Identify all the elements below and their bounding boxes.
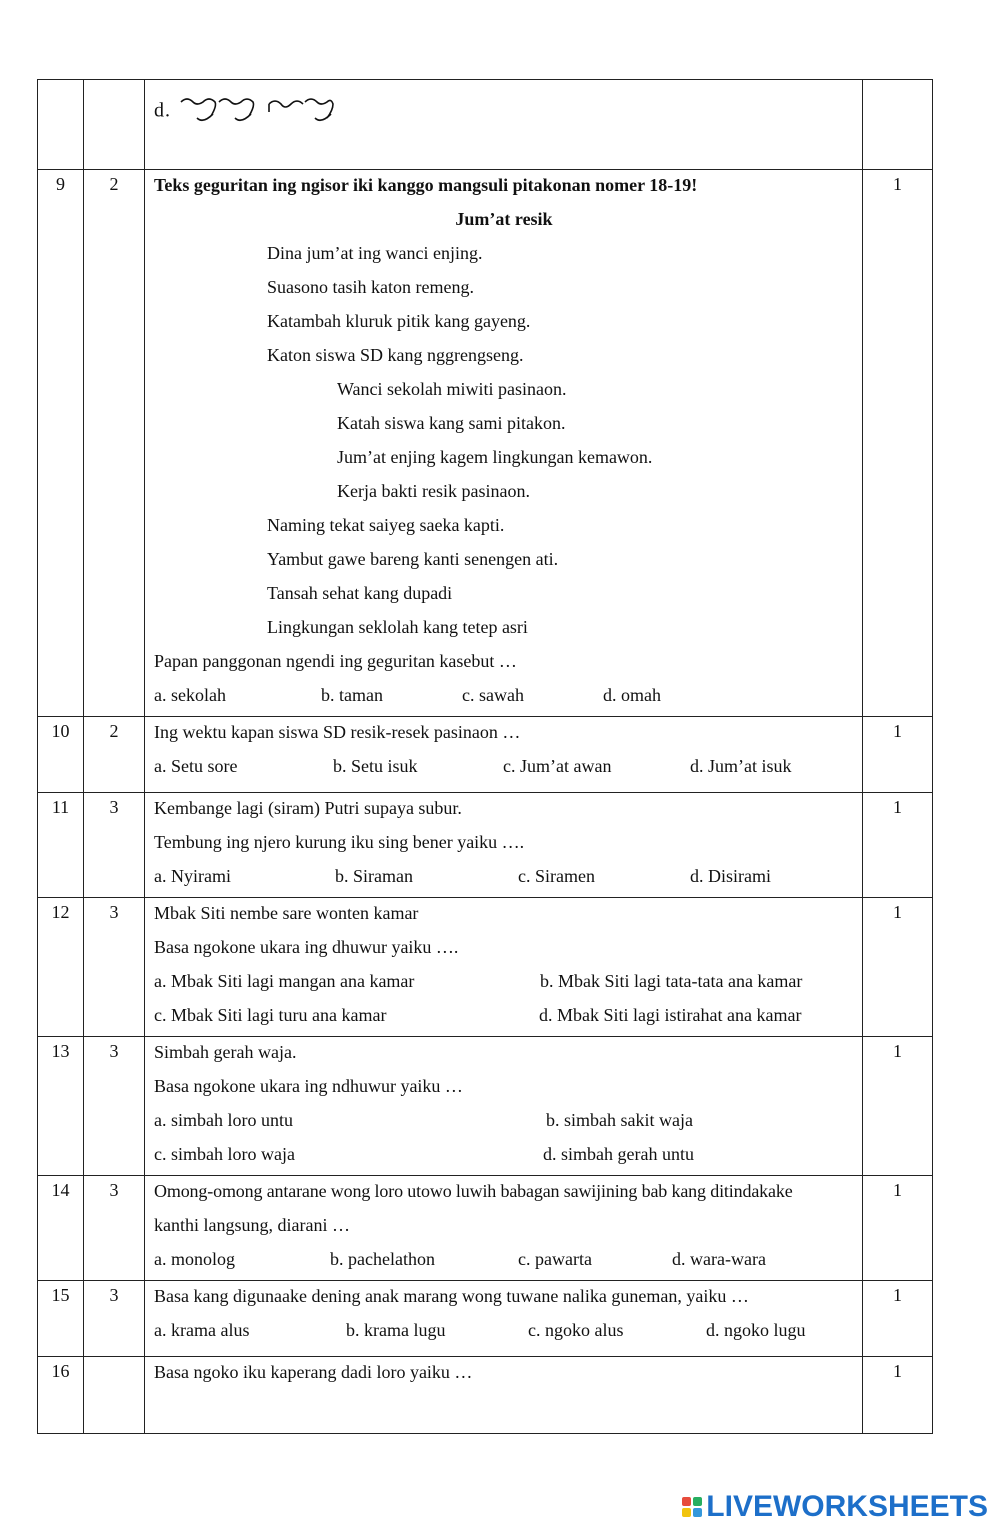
score: 1 <box>863 1037 933 1176</box>
poem-title: Jum’at resik <box>455 209 553 229</box>
answer-options <box>154 1141 854 1175</box>
option-c[interactable]: c. Jum’at awan <box>503 756 612 776</box>
logo-text: LIVEWORKSHEETS <box>706 1490 988 1523</box>
table-row <box>38 1357 933 1434</box>
table-row <box>38 898 933 1037</box>
poem-line: Naming tekat saiyeg saeka kapti. <box>267 515 505 535</box>
answer-options <box>154 753 854 787</box>
question-text: Kembange lagi (siram) Putri supaya subur. <box>154 798 462 818</box>
question-cell <box>145 1357 863 1434</box>
question-cell <box>145 1037 863 1176</box>
option-a[interactable]: a. monolog <box>154 1249 235 1269</box>
poem-line: Jum’at enjing kagem lingkungan kemawon. <box>337 447 653 467</box>
poem-line: Tansah sehat kang dupadi <box>267 583 453 603</box>
poem-line: Suasono tasih katon remeng. <box>267 277 474 297</box>
cognitive-level: 2 <box>84 170 145 717</box>
question-number: 10 <box>38 717 84 793</box>
table-row <box>38 1176 933 1281</box>
option-c[interactable]: c. simbah loro waja <box>154 1144 295 1164</box>
option-a[interactable]: a. simbah loro untu <box>154 1110 293 1130</box>
poem-line: Katon siswa SD kang nggrengseng. <box>267 345 524 365</box>
question-cell <box>145 1176 863 1281</box>
option-c[interactable]: c. Mbak Siti lagi turu ana kamar <box>154 1005 387 1025</box>
question-text: Mbak Siti nembe sare wonten kamar <box>154 903 419 923</box>
question-cell <box>145 898 863 1037</box>
option-c[interactable]: c. sawah <box>462 685 524 705</box>
option-b[interactable]: b. taman <box>321 685 383 705</box>
poem-line: Lingkungan seklolah kang tetep asri <box>267 617 528 637</box>
option-d[interactable]: d. ngoko lugu <box>706 1320 806 1340</box>
score: 1 <box>863 793 933 898</box>
question-prompt: Basa ngokone ukara ing dhuwur yaiku …. <box>154 937 459 957</box>
option-c[interactable]: c. pawarta <box>518 1249 592 1269</box>
question-text: Papan panggonan ngendi ing geguritan kasebut … <box>154 651 517 671</box>
question-number: 13 <box>38 1037 84 1176</box>
table-row <box>38 170 933 717</box>
question-number: 16 <box>38 1357 84 1434</box>
question-text: Omong-omong antarane wong loro utowo luwih babagan sawijining bab kang ditindakake <box>154 1181 793 1201</box>
answer-options <box>154 863 854 897</box>
poem-line: Katah siswa kang sami pitakon. <box>337 413 566 433</box>
question-cell <box>145 1281 863 1357</box>
table-row <box>38 1037 933 1176</box>
cognitive-level: 3 <box>84 898 145 1037</box>
question-prompt: Basa ngokone ukara ing ndhuwur yaiku … <box>154 1076 463 1096</box>
score: 1 <box>863 1357 933 1434</box>
option-d[interactable]: d. omah <box>603 685 661 705</box>
option-b[interactable]: b. Mbak Siti lagi tata-tata ana kamar <box>540 971 803 991</box>
cognitive-level: 3 <box>84 793 145 898</box>
question-cell <box>145 793 863 898</box>
score: 1 <box>863 1176 933 1281</box>
option-a[interactable]: a. Nyirami <box>154 866 231 886</box>
question-cell <box>145 717 863 793</box>
cognitive-level: 3 <box>84 1281 145 1357</box>
question-text-continued: kanthi langsung, diarani … <box>154 1215 350 1235</box>
option-b[interactable]: b. pachelathon <box>330 1249 435 1269</box>
option-c[interactable]: c. ngoko alus <box>528 1320 624 1340</box>
cognitive-level <box>84 1357 145 1434</box>
question-number: 12 <box>38 898 84 1037</box>
exam-table <box>37 79 933 1434</box>
option-c[interactable]: c. Siramen <box>518 866 595 886</box>
table-row <box>38 80 933 170</box>
question-cell <box>145 170 863 717</box>
cognitive-level: 3 <box>84 1176 145 1281</box>
score: 1 <box>863 898 933 1037</box>
option-d[interactable]: d. wara-wara <box>672 1249 766 1269</box>
cognitive-level: 3 <box>84 1037 145 1176</box>
javanese-script-svg <box>177 92 337 132</box>
option-a[interactable]: a. sekolah <box>154 685 226 705</box>
javanese-script-glyphs <box>177 100 337 122</box>
score: 1 <box>863 170 933 717</box>
question-number: 14 <box>38 1176 84 1281</box>
cognitive-level: 2 <box>84 717 145 793</box>
option-d[interactable]: d. simbah gerah untu <box>543 1144 694 1164</box>
poem-line: Dina jum’at ing wanci enjing. <box>267 243 483 263</box>
answer-options <box>154 1107 854 1141</box>
answer-options <box>154 1317 854 1351</box>
question-number: 15 <box>38 1281 84 1357</box>
question-text: Simbah gerah waja. <box>154 1042 297 1062</box>
question-text: Ing wektu kapan siswa SD resik-resek pasinaon … <box>154 722 521 742</box>
poem-line: Yambut gawe bareng kanti senengen ati. <box>267 549 559 569</box>
option-a[interactable]: a. krama alus <box>154 1320 250 1340</box>
table-row <box>38 793 933 898</box>
answer-options <box>154 1246 854 1280</box>
option-d[interactable]: d. Disirami <box>690 866 771 886</box>
option-b[interactable]: b. krama lugu <box>346 1320 446 1340</box>
answer-options <box>154 682 854 716</box>
option-a[interactable]: a. Setu sore <box>154 756 238 776</box>
score: 1 <box>863 1281 933 1357</box>
option-b[interactable]: b. Siraman <box>335 866 413 886</box>
liveworksheets-logo <box>682 1490 988 1524</box>
poem-line: Wanci sekolah miwiti pasinaon. <box>337 379 567 399</box>
option-d[interactable]: d. Mbak Siti lagi istirahat ana kamar <box>539 1005 802 1025</box>
answer-options <box>154 968 854 1002</box>
question-text: Basa ngoko iku kaperang dadi loro yaiku … <box>154 1362 473 1382</box>
score: 1 <box>863 717 933 793</box>
logo-icon <box>682 1497 702 1517</box>
question-prompt: Tembung ing njero kurung iku sing bener yaiku …. <box>154 832 525 852</box>
table-row <box>38 717 933 793</box>
question-number: 11 <box>38 793 84 898</box>
answer-options <box>154 1002 854 1036</box>
instruction: Teks geguritan ing ngisor iki kanggo mangsuli pitakonan nomer 18-19! <box>154 175 698 195</box>
option-b[interactable]: b. Setu isuk <box>333 756 418 776</box>
poem-line: Kerja bakti resik pasinaon. <box>337 481 530 501</box>
option-b[interactable]: b. simbah sakit waja <box>546 1110 693 1130</box>
table-row <box>38 1281 933 1357</box>
question-number: 9 <box>38 170 84 717</box>
option-d-javanese: d. <box>154 82 854 132</box>
option-a[interactable]: a. Mbak Siti lagi mangan ana kamar <box>154 971 415 991</box>
option-d[interactable]: d. Jum’at isuk <box>690 756 792 776</box>
poem-line: Katambah kluruk pitik kang gayeng. <box>267 311 531 331</box>
question-text: Basa kang digunaake dening anak marang wong tuwane nalika guneman, yaiku … <box>154 1286 749 1306</box>
